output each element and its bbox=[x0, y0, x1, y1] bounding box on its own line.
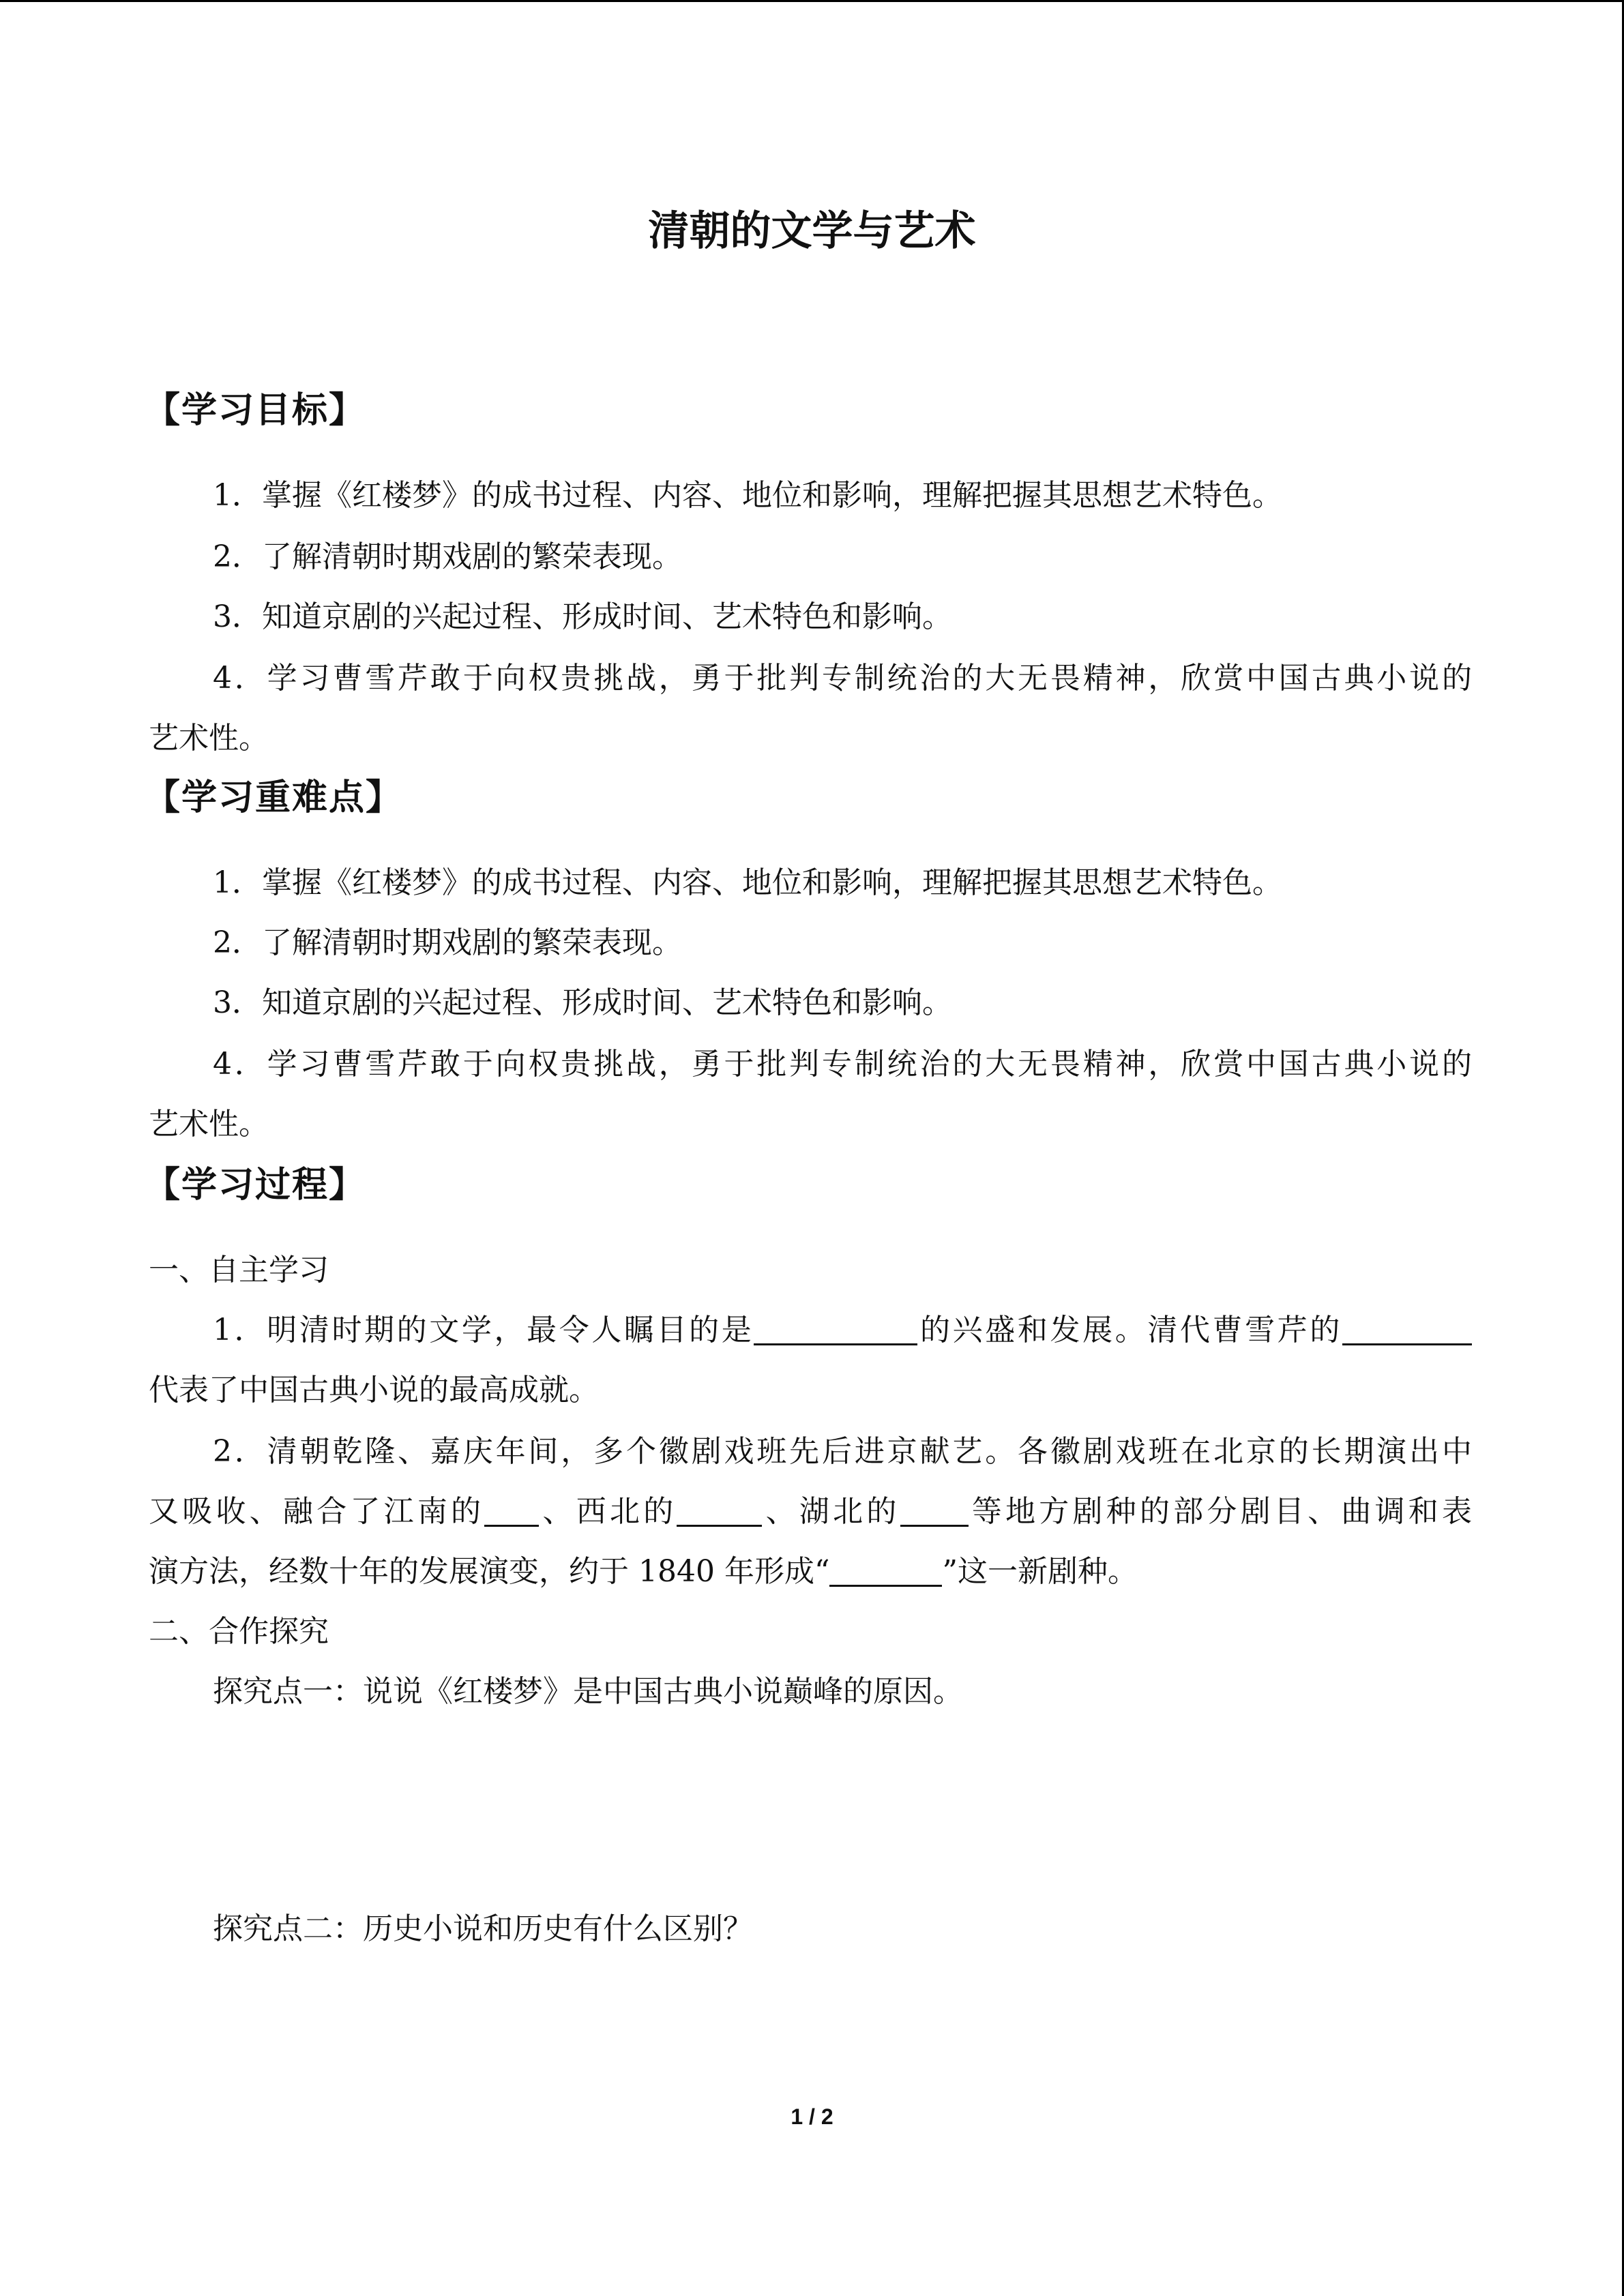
question-2-line-1: 2．清朝乾隆、嘉庆年间，多个徽剧戏班先后进京献艺。各徽剧戏班在北京的长期演出中 bbox=[213, 1434, 1472, 1469]
question-1-text-c: 代表了中国古典小说的最高成就。 bbox=[149, 1373, 599, 1407]
question-2-line-2 bbox=[149, 1494, 1472, 1530]
inquiry-point-1: 探究点一：说说《红楼梦》是中国古典小说巅峰的原因。 bbox=[213, 1674, 963, 1709]
key-point-item-3: 3．知道京剧的兴起过程、形成时间、艺术特色和影响。 bbox=[213, 985, 952, 1020]
question-2-line-3 bbox=[149, 1554, 1472, 1590]
question-2-text-f: ”这一新剧种。 bbox=[942, 1554, 1138, 1589]
inquiry-point-2: 探究点二：历史小说和历史有什么区别？ bbox=[213, 1911, 753, 1946]
objective-item-2: 2．了解清朝时期戏剧的繁荣表现。 bbox=[213, 539, 682, 574]
key-point-item-4-continued: 艺术性。 bbox=[149, 1107, 269, 1142]
key-point-item-1: 1．掌握《红楼梦》的成书过程、内容、地位和影响，理解把握其思想艺术特色。 bbox=[213, 865, 1282, 900]
fill-blank-3[interactable] bbox=[484, 1495, 539, 1527]
process-heading: 【学习过程】 bbox=[145, 1164, 366, 1206]
question-2-text-c: 、湖北的 bbox=[762, 1494, 900, 1529]
key-point-item-2: 2．了解清朝时期戏剧的繁荣表现。 bbox=[213, 925, 682, 960]
question-1-text-a: 1．明清时期的文学，最令人瞩目的是 bbox=[213, 1313, 754, 1347]
question-2-text-d: 等地方剧种的部分剧目、曲调和表 bbox=[968, 1494, 1473, 1529]
objective-item-4-continued: 艺术性。 bbox=[149, 721, 269, 756]
question-1-text-b: 的兴盛和发展。清代曹雪芹的 bbox=[917, 1313, 1343, 1347]
question-2-text-b: 、西北的 bbox=[539, 1494, 677, 1529]
key-points-heading: 【学习重难点】 bbox=[145, 777, 403, 818]
objective-item-4: 4．学习曹雪芹敢于向权贵挑战，勇于批判专制统治的大无畏精神，欣赏中国古典小说的 bbox=[213, 661, 1472, 696]
self-study-title: 一、自主学习 bbox=[149, 1253, 329, 1287]
fill-blank-1[interactable] bbox=[754, 1313, 917, 1345]
page-title: 清朝的文学与艺术 bbox=[648, 207, 976, 255]
page-number: 1 / 2 bbox=[791, 2104, 833, 2129]
objective-item-3: 3．知道京剧的兴起过程、形成时间、艺术特色和影响。 bbox=[213, 599, 952, 634]
objectives-heading: 【学习目标】 bbox=[145, 389, 366, 431]
question-1-line-1 bbox=[213, 1313, 1472, 1349]
fill-blank-6[interactable] bbox=[829, 1555, 942, 1587]
fill-blank-5[interactable] bbox=[900, 1495, 969, 1527]
question-2-text-e: 演方法，经数十年的发展演变，约于 1840 年形成“ bbox=[149, 1554, 830, 1589]
fill-blank-2[interactable] bbox=[1342, 1313, 1472, 1345]
cooperation-title: 二、合作探究 bbox=[149, 1614, 329, 1649]
key-point-item-4: 4．学习曹雪芹敢于向权贵挑战，勇于批判专制统治的大无畏精神，欣赏中国古典小说的 bbox=[213, 1047, 1472, 1082]
fill-blank-4[interactable] bbox=[677, 1495, 762, 1527]
question-2-text-a: 又吸收、融合了江南的 bbox=[149, 1494, 485, 1529]
objective-item-1: 1．掌握《红楼梦》的成书过程、内容、地位和影响，理解把握其思想艺术特色。 bbox=[213, 478, 1282, 513]
